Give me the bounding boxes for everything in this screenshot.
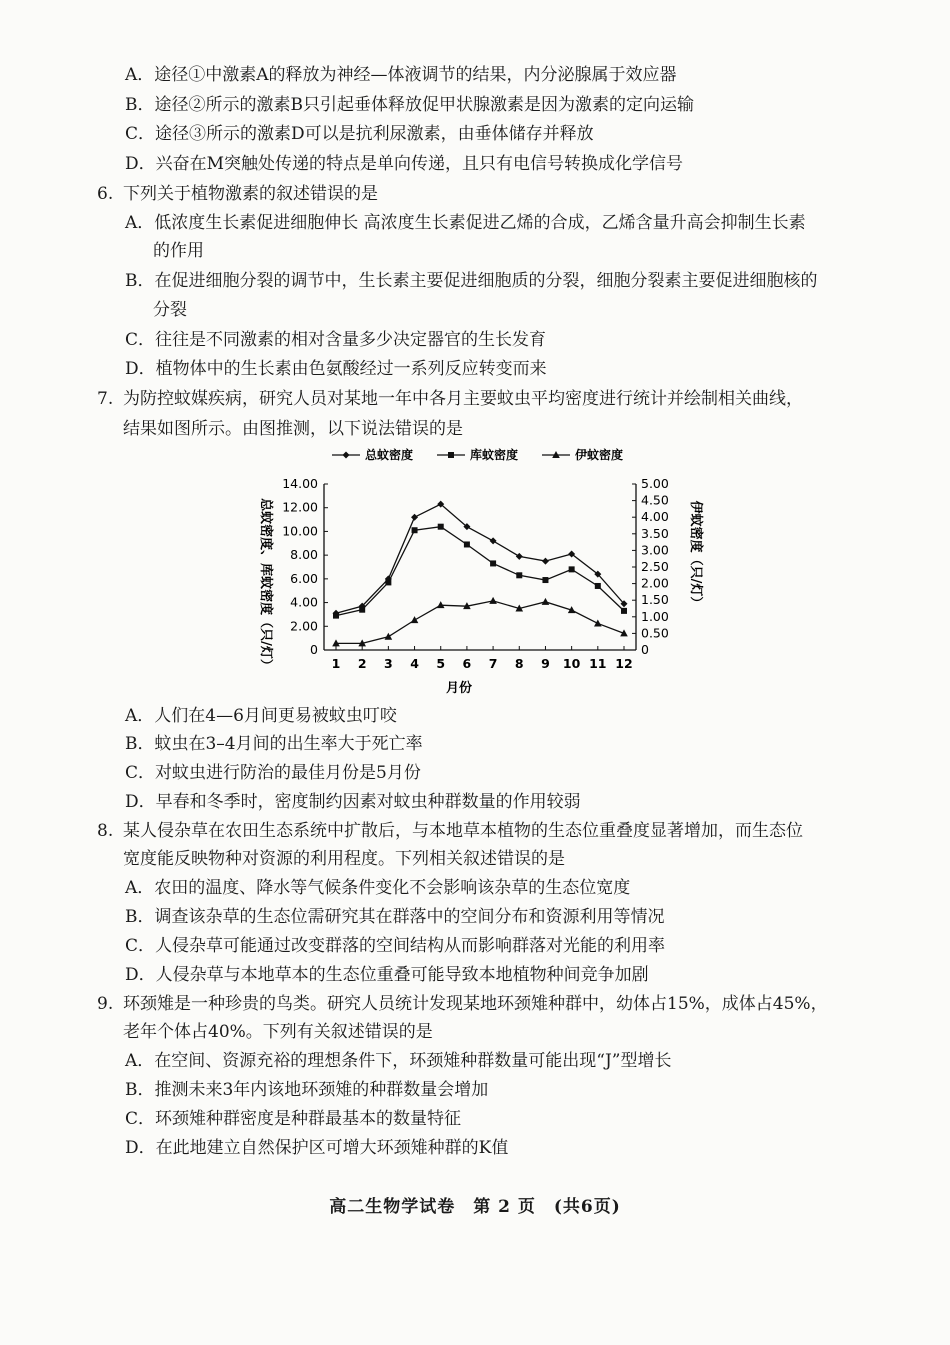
y-right-tick-label: 3.50 — [641, 525, 669, 541]
y-axis-right-label: 伊蚊密度（只/灯） — [688, 500, 703, 610]
q8-stem-1: 某人侵杂草在农田生态系统中扩散后，与本地草本植物的生态位重叠度显著增加，而生态位 — [123, 821, 803, 841]
series-1-point — [411, 514, 418, 521]
q7-stem-1: 为防控蚊媒疾病，研究人员对某地一年中各月主要蚊虫平均密度进行统计并绘制相关曲线， — [123, 389, 803, 409]
q6-stem-line — [97, 183, 378, 205]
y-left-tick-label: 14.00 — [282, 476, 318, 491]
q6-option-b-cont: 分裂 — [153, 300, 187, 320]
x-tick-label: 11 — [589, 656, 607, 671]
series-2-point — [569, 566, 575, 572]
y-left-tick-label: 10.00 — [282, 523, 318, 539]
q6-option-c: C．往往是不同激素的相对含量多少决定器官的生长发育 — [125, 330, 547, 350]
q7-option-d: D．早春和冬季时，密度制约因素对蚊虫种群数量的作用较弱 — [125, 792, 581, 812]
legend-label-1: 总蚊密度 — [365, 448, 414, 462]
x-tick-label: 3 — [384, 656, 393, 671]
chart-legend — [332, 447, 623, 462]
q9-option-b: B．推测未来3年内该地环颈雉的种群数量会增加 — [125, 1080, 489, 1100]
series-line-3 — [336, 601, 624, 643]
x-tick-label: 10 — [562, 656, 581, 671]
q7-option-b: B．蚊虫在3–4月间的出生率大于死亡率 — [125, 734, 423, 754]
x-axis-label: 月份 — [445, 681, 473, 696]
q9-stem-line1 — [97, 993, 828, 1015]
q7-stem-line1 — [97, 388, 803, 410]
y-left-tick-label: 0 — [310, 642, 318, 657]
y-right-tick-label: 2.50 — [641, 559, 669, 574]
q6-number: 6. — [97, 184, 114, 204]
legend-label-3: 伊蚊密度 — [575, 448, 624, 462]
page-footer: 高二生物学试卷 第 2 页 (共6页) — [329, 1197, 621, 1217]
series-3-point — [594, 619, 602, 626]
y-left-tick-label: 12.00 — [282, 499, 318, 515]
q6-option-b: B．在促进细胞分裂的调节中，生长素主要促进细胞质的分裂，细胞分裂素主要促进细胞核的 — [125, 271, 818, 291]
series-line-1 — [336, 504, 624, 613]
q8-option-c: C．人侵杂草可能通过改变群落的空间结构从而影响群落对光能的利用率 — [125, 936, 666, 956]
q9-option-c: C．环颈雉种群密度是种群最基本的数量特征 — [125, 1109, 462, 1129]
q5-option-a: A．途径①中激素A的释放为神经—体液调节的结果，内分泌腺属于效应器 — [125, 65, 677, 85]
y-right-tick-label: 4.50 — [641, 492, 669, 508]
series-2-point — [333, 613, 339, 619]
series-3-point — [542, 598, 550, 605]
x-tick-label: 1 — [331, 656, 341, 671]
q6-option-a: A．低浓度生长素促进细胞伸长 高浓度生长素促进乙烯的合成，乙烯含量升高会抑制生长素 — [125, 213, 806, 233]
mosquito-density-chart — [240, 440, 710, 700]
q9-stem-2: 老年个体占40%。下列有关叙述错误的是 — [123, 1022, 433, 1042]
chart-plot-area — [332, 501, 628, 647]
series-1-point — [542, 558, 549, 565]
x-tick-label: 7 — [488, 656, 498, 671]
chart-axes — [282, 476, 669, 671]
y-left-tick-label: 8.00 — [290, 547, 318, 563]
series-3-point — [489, 597, 497, 604]
y-right-tick-label: 5.00 — [641, 476, 669, 491]
q8-option-a: A．农田的温度、降水等气候条件变化不会影响该杂草的生态位宽度 — [125, 878, 631, 898]
x-tick-label: 6 — [462, 656, 472, 671]
q9-option-a: A．在空间、资源充裕的理想条件下，环颈雉种群数量可能出现“J”型增长 — [125, 1051, 672, 1071]
y-right-tick-label: 4.00 — [641, 509, 669, 525]
y-right-tick-label: 3.00 — [641, 542, 669, 558]
q8-option-b: B．调查该杂草的生态位需研究其在群落中的空间分布和资源利用等情况 — [125, 907, 665, 927]
q9-option-d: D．在此地建立自然保护区可增大环颈雉种群的K值 — [125, 1138, 509, 1158]
q7-option-c: C．对蚊虫进行防治的最佳月份是5月份 — [125, 763, 421, 783]
series-2-point — [464, 541, 470, 547]
series-2-point — [516, 572, 522, 578]
q8-stem-line1 — [97, 820, 803, 842]
legend-label-2: 库蚊密度 — [470, 448, 519, 462]
q7-option-a: A．人们在4—6月间更易被蚊虫叮咬 — [125, 706, 397, 726]
q5-option-b: B．途径②所示的激素B只引起垂体释放促甲状腺激素是因为激素的定向运输 — [125, 95, 694, 115]
y-right-tick-label: 1.00 — [641, 608, 669, 624]
series-line-2 — [336, 527, 624, 616]
x-tick-label: 5 — [436, 656, 446, 671]
q6-stem: 下列关于植物激素的叙述错误的是 — [123, 184, 378, 204]
y-left-tick-label: 6.00 — [290, 570, 318, 586]
y-right-tick-label: 0 — [641, 642, 649, 657]
q8-number: 8. — [97, 821, 114, 841]
x-tick-label: 12 — [615, 656, 633, 671]
series-3-point — [385, 633, 393, 640]
q8-option-d: D．人侵杂草与本地草本的生态位重叠可能导致本地植物种间竞争加剧 — [125, 965, 649, 985]
series-3-point — [411, 616, 419, 623]
series-2-point — [438, 524, 444, 530]
y-right-tick-label: 0.50 — [641, 625, 669, 641]
y-left-tick-label: 4.00 — [290, 594, 318, 610]
q9-number: 9. — [97, 994, 114, 1014]
x-tick-label: 9 — [541, 656, 550, 671]
q5-option-d: D．兴奋在M突触处传递的特点是单向传递，且只有电信号转换成化学信号 — [125, 154, 684, 174]
q5-option-c: C．途径③所示的激素D可以是抗利尿激素，由垂体储存并释放 — [125, 124, 594, 144]
x-tick-label: 2 — [357, 656, 367, 671]
y-left-tick-label: 2.00 — [290, 618, 318, 634]
series-1-point — [490, 537, 497, 544]
series-2-point — [385, 579, 391, 585]
q8-stem-2: 宽度能反映物种对资源的利用程度。下列相关叙述错误的是 — [123, 849, 565, 869]
y-right-tick-label: 1.50 — [641, 592, 669, 608]
series-2-point — [359, 607, 365, 613]
y-axis-left-label: 总蚊密度、库蚊密度（只/灯） — [258, 498, 273, 672]
y-right-tick-label: 2.00 — [641, 575, 669, 591]
q7-stem-2: 结果如图所示。由图推测，以下说法错误的是 — [123, 419, 463, 439]
series-2-point — [595, 583, 601, 589]
series-1-point — [516, 553, 523, 560]
x-tick-label: 8 — [514, 656, 524, 671]
q6-option-a-cont: 的作用 — [153, 241, 204, 261]
q9-stem-1: 环颈雉是一种珍贵的鸟类。研究人员统计发现某地环颈雉种群中，幼体占15%，成体占45%， — [123, 994, 828, 1014]
legend-marker-1 — [343, 452, 350, 459]
q6-option-d: D．植物体中的生长素由色氨酸经过一系列反应转变而来 — [125, 359, 547, 379]
series-2-point — [412, 527, 418, 533]
series-2-point — [621, 608, 627, 614]
legend-marker-2 — [448, 452, 454, 458]
q7-number: 7. — [97, 389, 114, 409]
x-tick-label: 4 — [410, 656, 419, 671]
series-2-point — [542, 577, 548, 583]
series-2-point — [490, 560, 496, 566]
